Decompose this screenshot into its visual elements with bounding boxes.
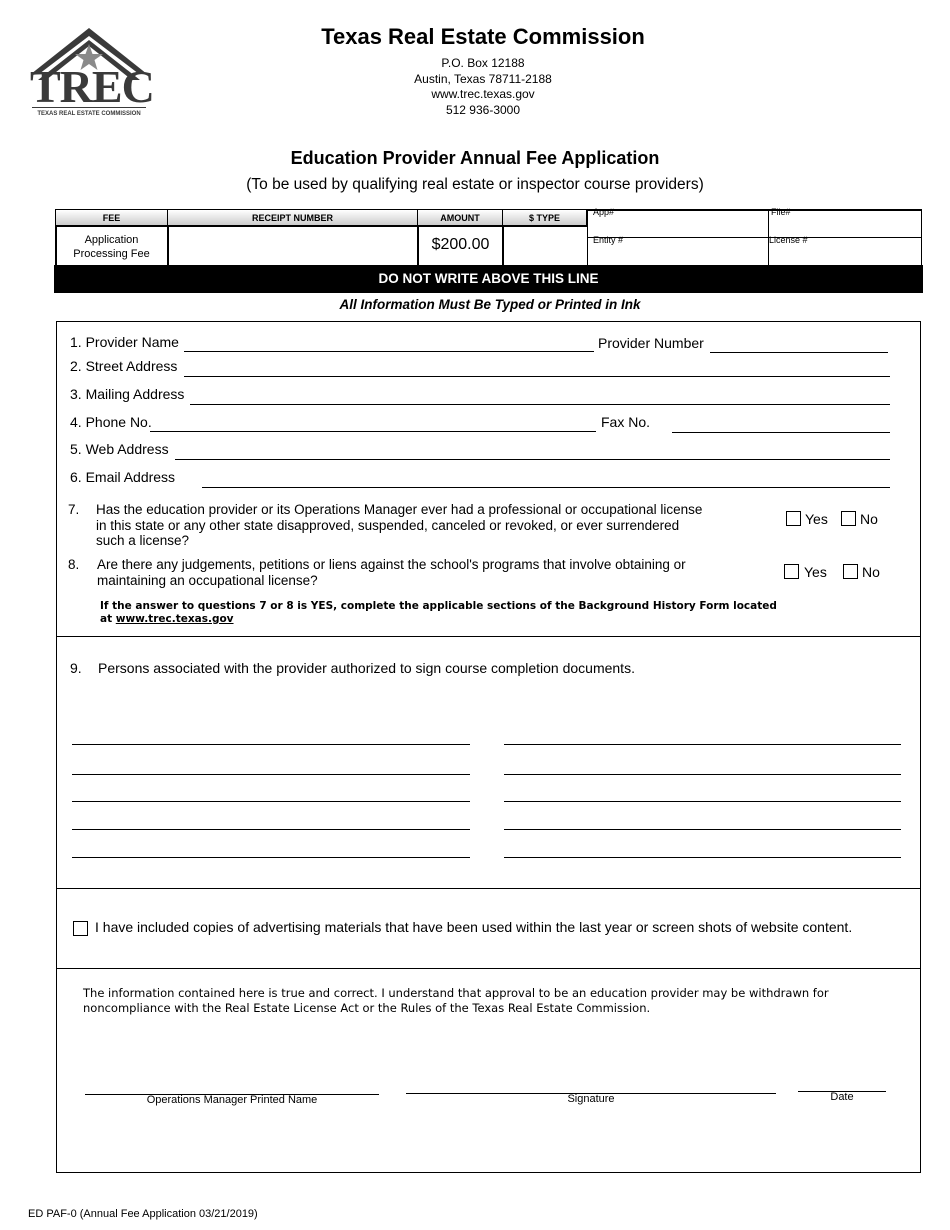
question-7-yes-label: Yes xyxy=(805,511,828,527)
authorized-person-line[interactable] xyxy=(504,774,901,775)
question-7-no-checkbox[interactable] xyxy=(841,511,856,526)
email-address-field[interactable] xyxy=(202,487,890,488)
logo-letters: TREC xyxy=(30,61,154,112)
form-footer-id: ED PAF-0 (Annual Fee Application 03/21/2019) xyxy=(28,1208,258,1220)
authorized-person-line[interactable] xyxy=(72,857,470,858)
file-number-label: File# xyxy=(771,207,791,217)
do-not-write-bar: DO NOT WRITE ABOVE THIS LINE xyxy=(54,265,923,293)
ink-instructions: All Information Must Be Typed or Printed in Ink xyxy=(339,297,641,312)
provider-number-label: Provider Number xyxy=(598,335,704,351)
question-7-line1: Has the education provider or its Operations Manager ever had a professional or occupational license xyxy=(96,502,703,517)
mailing-address-label: 3. Mailing Address xyxy=(70,386,185,402)
question-8-no-checkbox[interactable] xyxy=(843,564,858,579)
phone-label: 4. Phone No. xyxy=(70,414,152,430)
authorized-person-line[interactable] xyxy=(504,801,901,802)
signature-label: Signature xyxy=(567,1093,615,1105)
background-history-link[interactable]: www.trec.texas.gov xyxy=(115,613,234,625)
question-7-yes-checkbox[interactable] xyxy=(786,511,801,526)
question-8-line2: maintaining an occupational license? xyxy=(97,572,318,588)
provider-name-label: 1. Provider Name xyxy=(70,334,179,350)
certification-line2: noncompliance with the Real Estate License Act or the Rules of the Texas Real Estate Commission. xyxy=(83,1001,651,1015)
form-subtitle: (To be used by qualifying real estate or inspector course providers) xyxy=(246,176,704,193)
fee-label-line1: Application xyxy=(84,234,139,246)
address-block xyxy=(383,56,583,118)
entity-number-label: Entity # xyxy=(593,235,624,245)
fee-label-line2: Processing Fee xyxy=(73,248,150,260)
fax-label: Fax No. xyxy=(601,414,651,430)
commission-title: Texas Real Estate Commission xyxy=(321,24,645,49)
question-7-line3: such a license? xyxy=(96,533,190,548)
street-address-field[interactable] xyxy=(184,376,890,377)
question-7-no-label: No xyxy=(860,511,878,527)
web-address-label: 5. Web Address xyxy=(70,441,169,457)
amount-value: $200.00 xyxy=(431,236,490,253)
provider-number-field[interactable] xyxy=(710,352,888,353)
form-title: Education Provider Annual Fee Application xyxy=(290,148,660,168)
question-9-number: 9. xyxy=(70,660,82,676)
advertising-statement: I have included copies of advertising materials that have been used within the last year or screen shots of website content. xyxy=(95,919,853,935)
authorized-person-line[interactable] xyxy=(504,857,901,858)
web-address-field[interactable] xyxy=(175,459,890,460)
certification-statement xyxy=(83,986,829,1016)
app-number-label: App# xyxy=(593,207,615,217)
question-8-no-label: No xyxy=(862,564,880,580)
question-8-yes-checkbox[interactable] xyxy=(784,564,799,579)
date-label: Date xyxy=(830,1091,854,1103)
street-address-label: 2. Street Address xyxy=(70,358,178,374)
address-phone: 512 936-3000 xyxy=(445,102,521,117)
manager-name-label: Operations Manager Printed Name xyxy=(146,1094,318,1106)
question-8-line1: Are there any judgements, petitions or liens against the school's programs that involve obtaining or xyxy=(97,557,686,572)
provider-info-section xyxy=(56,321,921,637)
trec-logo xyxy=(28,24,154,124)
fee-header: FEE xyxy=(56,210,168,227)
background-history-note xyxy=(100,600,777,626)
email-address-label: 6. Email Address xyxy=(70,469,176,485)
advertising-checkbox[interactable] xyxy=(73,921,88,936)
authorized-person-line[interactable] xyxy=(72,829,470,830)
authorized-person-line[interactable] xyxy=(72,774,470,775)
authorized-person-line[interactable] xyxy=(504,744,901,745)
address-website: www.trec.texas.gov xyxy=(431,87,535,101)
license-number-label: License # xyxy=(769,235,808,245)
question-9-text: Persons associated with the provider authorized to sign course completion documents. xyxy=(98,660,635,676)
phone-field[interactable] xyxy=(150,431,596,432)
amount-header: AMOUNT xyxy=(418,210,503,227)
authorized-person-line[interactable] xyxy=(72,744,470,745)
address-city: Austin, Texas 78711-2188 xyxy=(414,71,552,86)
note-at: at xyxy=(100,613,116,625)
authorized-person-line[interactable] xyxy=(72,801,470,802)
provider-name-field[interactable] xyxy=(184,351,594,352)
receipt-header: RECEIPT NUMBER xyxy=(168,210,418,227)
note-line1: If the answer to questions 7 or 8 is YES, complete the applicable sections of the Background History Form located xyxy=(100,600,777,612)
question-8-yes-label: Yes xyxy=(804,564,827,580)
fax-field[interactable] xyxy=(672,432,890,433)
question-7-line2: in this state or any other state disapproved, suspended, canceled or revoked, or ever surrendered xyxy=(96,517,680,533)
authorized-person-line[interactable] xyxy=(504,829,901,830)
certification-line1: The information contained here is true and correct. I understand that approval to be an education provider may be withdrawn for xyxy=(83,986,829,1000)
question-7-number: 7. xyxy=(68,502,80,517)
fee-cell xyxy=(56,233,167,261)
mailing-address-field[interactable] xyxy=(190,404,890,405)
address-po-box: P.O. Box 12188 xyxy=(441,56,525,70)
logo-subtitle: TEXAS REAL ESTATE COMMISSION xyxy=(37,111,141,117)
question-8-number: 8. xyxy=(68,557,80,572)
type-header: $ TYPE xyxy=(503,210,587,227)
